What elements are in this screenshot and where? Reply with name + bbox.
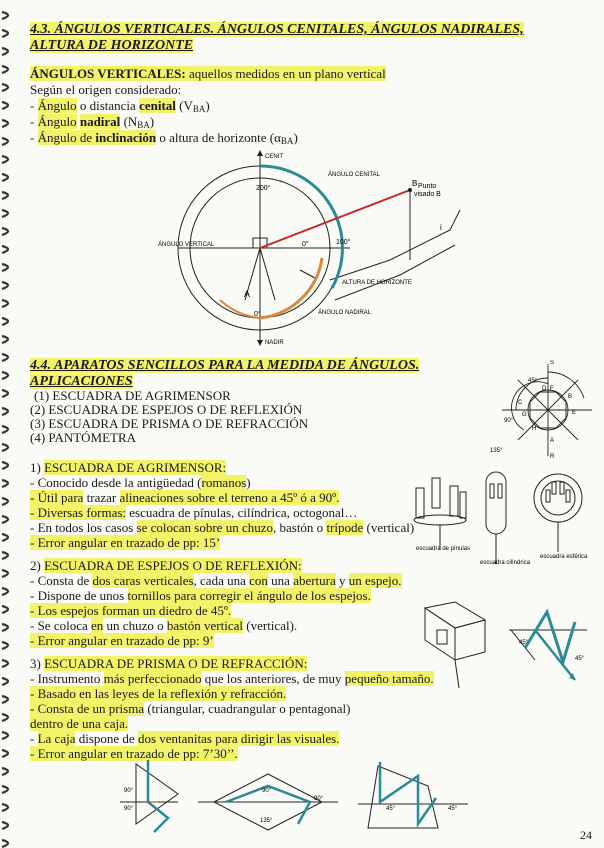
text: o distancia: [76, 98, 140, 113]
agrimensor-instruments-figure: [410, 468, 594, 572]
text: - Conocido desde la antigüedad (: [30, 475, 202, 490]
label-angulo-nadiral: ÁNGULO NADIRAL: [318, 310, 372, 316]
text: - Se coloca: [30, 618, 92, 633]
term-angulo: Ángulo: [37, 114, 77, 129]
term-nadiral: nadiral: [79, 114, 121, 129]
oct-B: B: [568, 394, 573, 400]
oct-45: 45°: [528, 378, 538, 384]
text-hl: bastón vertical: [166, 618, 244, 633]
page-number: 24: [580, 828, 592, 842]
text-hl: - Basado en las leyes de la reflexión y refracción.: [30, 686, 287, 701]
espejos-line-2: [30, 588, 371, 604]
agrimensor-line-3: [30, 505, 357, 521]
origin-intro: Según el origen considerado:: [30, 82, 182, 97]
prism3-45b: 45°: [448, 806, 458, 812]
prism2-90: 90°: [262, 788, 272, 794]
section-title-text: 4.3. ÁNGULOS VERTICALES. ÁNGULOS CENITALES, ÁNGULOS NADIRALES, ALTURA DE HORIZONTE: [30, 22, 524, 53]
espejos-heading: [30, 558, 302, 574]
text: - Consta de: [30, 573, 93, 588]
def-text: aquellos medidos en un plano vertical: [185, 66, 386, 81]
label-b: B: [412, 179, 418, 188]
text: (vertical): [363, 520, 415, 535]
caption-esferica: escuadra esférica: [540, 554, 588, 560]
text: un chuzo o: [103, 618, 167, 633]
text-hl: tornillos para corregir el ángulo de los espejos.: [127, 588, 371, 603]
prism1-90: 90°: [124, 788, 134, 794]
prisma-line-5: [30, 731, 339, 747]
text: -: [30, 731, 38, 746]
prisma-line-4: [30, 716, 128, 732]
oct-D: D: [542, 386, 547, 392]
text-hl: trípode: [326, 520, 364, 535]
octagonal-square-diagram: [488, 360, 596, 460]
text: - Instrumento: [30, 671, 104, 686]
text-hl: - Error angular en trazado de pp: 15’: [30, 535, 221, 550]
espejos-line-5: [30, 633, 214, 649]
espejos-line-1: [30, 573, 402, 589]
text-hl: dos ventanitas para dirigir las visuales.: [137, 731, 340, 746]
text-hl: - Error angular en trazado de pp: 7’30’’.: [30, 746, 238, 761]
text: dispone de: [75, 731, 138, 746]
text-hl: - Consta de un prisma: [30, 701, 145, 716]
heading-num: 3): [30, 656, 45, 671]
agrimensor-line-4: [30, 520, 414, 536]
mirror-square-figure: [415, 600, 595, 690]
oct-135: 135°: [490, 448, 503, 454]
espejos-line-3: [30, 603, 231, 619]
apparatus-list-item-3: (3) ESCUADRA DE PRISMA O DE REFRACCIÓN: [30, 416, 309, 431]
label-a: A: [244, 289, 251, 299]
prisma-line-2: [30, 686, 286, 702]
def-term: ÁNGULOS VERTICALES:: [30, 66, 186, 81]
label-angulo-vertical: ÁNGULO VERTICAL: [158, 242, 215, 248]
term-inclinacion: inclinación: [95, 130, 157, 145]
text: (triangular, cuadrangular o pentagonal): [144, 701, 351, 716]
mirror-45a: 45°: [519, 640, 529, 646]
oct-R: R: [550, 454, 555, 460]
text: trazar: [83, 490, 120, 505]
heading-text: ESCUADRA DE PRISMA O DE REFRACCIÓN:: [44, 656, 308, 671]
text-hl: romanos: [201, 475, 247, 490]
label-cenit: CENIT: [265, 154, 283, 160]
text: (V: [175, 98, 193, 113]
text: ): [205, 98, 210, 113]
text: - Dispone de unos: [30, 588, 128, 603]
text: ): [246, 475, 251, 490]
subscript: BA: [192, 104, 206, 114]
prism1-90b: 90°: [124, 806, 134, 812]
apparatus-list-item-2: (2) ESCUADRA DE ESPEJOS O DE REFLEXIÓN: [30, 402, 303, 417]
heading-num: 2): [30, 558, 45, 573]
subscript: BA: [137, 120, 150, 130]
text-hl: - Los espejos forman un diedro de 45º.: [30, 603, 232, 618]
angle-item-inclinacion: [30, 130, 298, 150]
oct-G: G: [522, 412, 527, 418]
prisma-line-3: [30, 701, 350, 717]
caption-pinulas: escuadra de pínulas: [416, 546, 471, 552]
heading-text: ESCUADRA DE ESPEJOS O DE REFLEXIÓN:: [44, 558, 302, 573]
mirror-45b: 45°: [575, 656, 585, 662]
section-title-text: 4.4. APARATOS SENCILLOS PARA LA MEDIDA DE ÁNGULOS. APLICACIONES: [30, 358, 420, 389]
text: escuadra de pínulas, cilíndrica, octogonal…: [126, 505, 358, 520]
label-punto: Punto: [418, 183, 437, 190]
text: y: [335, 573, 349, 588]
text: (vertical).: [243, 618, 298, 633]
oct-E: E: [572, 410, 577, 416]
label-angulo-cenital: ÁNGULO CENITAL: [328, 172, 380, 178]
label-altura-horizonte: ALTURA DE HORIZONTE: [342, 280, 412, 286]
label-0: 0°: [302, 241, 309, 248]
section-title-4-4: [30, 358, 500, 390]
oct-S: S: [550, 360, 555, 366]
text-hl: - Diversas formas:: [30, 505, 127, 520]
text: , bastón o: [272, 520, 327, 535]
prisma-line-1: [30, 671, 434, 687]
text-hl: abertura: [293, 573, 336, 588]
text: una: [267, 573, 294, 588]
text-hl: alineaciones sobre el terreno a 45º ó a 90º.: [119, 490, 340, 505]
text: o altura de horizonte (α: [156, 130, 281, 145]
label-200: 200°: [256, 185, 271, 192]
prisma-heading: [30, 656, 307, 672]
label-nadir: NADIR: [265, 340, 284, 346]
oct-H: H: [532, 426, 537, 432]
text-hl: La caja: [37, 731, 76, 746]
oct-C: C: [518, 400, 523, 406]
subscript: BA: [280, 136, 294, 146]
text: , cada una: [193, 573, 250, 588]
text-hl: - Error angular en trazado de pp: 9’: [30, 633, 214, 648]
prism-diagrams: [118, 758, 478, 834]
spiral-binding: [0, 0, 20, 848]
text-hl: pequeño tamaño.: [344, 671, 434, 686]
text-hl: dos caras verticales: [92, 573, 194, 588]
apparatus-list-item-4: (4) PANTÓMETRA: [30, 430, 137, 445]
oct-90: 90°: [504, 418, 514, 424]
agrimensor-line-5: [30, 535, 220, 551]
text-hl: - Útil para: [30, 490, 84, 505]
oct-F: F: [550, 386, 554, 392]
term-cenital: cenital: [139, 98, 176, 113]
label-visado-b: visado B: [414, 191, 441, 198]
text-hl: dentro de una caja.: [30, 716, 129, 731]
label-0b: 0°: [254, 311, 261, 318]
label-i: i: [440, 223, 442, 232]
caption-cilindrica: escuadra cilíndrica: [480, 560, 531, 566]
term-angulo-de: Ángulo de: [37, 130, 96, 145]
def-line: [30, 66, 386, 82]
text-hl: un espejo.: [348, 573, 402, 588]
text-hl: en: [91, 618, 104, 633]
agrimensor-heading: [30, 460, 226, 476]
vertical-angles-diagram: [150, 150, 480, 346]
text: ): [293, 130, 298, 145]
agrimensor-line-1: [30, 475, 251, 491]
text-hl: se colocan sobre un chuzo: [136, 520, 273, 535]
apparatus-list-item-1: (1) ESCUADRA DE AGRIMENSOR: [34, 388, 231, 403]
text-hl: más perfeccionado: [103, 671, 202, 686]
heading-text: ESCUADRA DE AGRIMENSOR:: [44, 460, 227, 475]
text-hl: con: [249, 573, 268, 588]
agrimensor-line-2: [30, 490, 339, 506]
bullet: -: [30, 130, 38, 145]
prism2-90b: 90°: [314, 796, 324, 802]
prism3-45: 45°: [386, 806, 396, 812]
text: ): [149, 114, 155, 129]
section-title-4-3: [30, 22, 550, 54]
text: (N: [120, 114, 138, 129]
heading-num: 1): [30, 460, 45, 475]
label-100: 100°: [336, 239, 351, 246]
espejos-line-4: [30, 618, 297, 634]
oct-A: A: [550, 438, 555, 444]
text: que los anteriores, de muy: [201, 671, 345, 686]
term-angulo: Ángulo: [37, 98, 77, 113]
prism2-135: 135°: [260, 818, 273, 824]
text: - En todos los casos: [30, 520, 137, 535]
bullet: -: [30, 98, 38, 113]
bullet: -: [30, 114, 38, 129]
